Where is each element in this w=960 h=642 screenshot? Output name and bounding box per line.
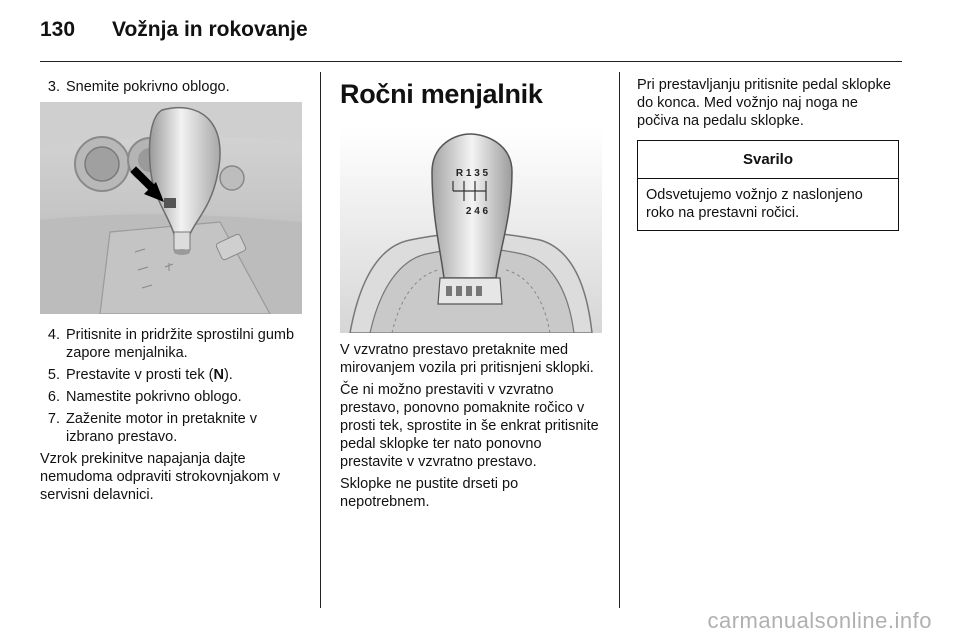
warning-box bbox=[637, 140, 899, 231]
watermark: carmanualsonline.info bbox=[707, 608, 932, 633]
step-item bbox=[40, 78, 305, 96]
section-heading: Ročni menjalnik bbox=[340, 79, 543, 109]
reverse-retry-paragraph: Če ni možno prestaviti v vzvratno prestavo, ponovno pomaknite ročico v prosti tek, sprostite in še enkrat pritisnite pedal sklopke ter nato ponovno prestavite v vzvratno prestavo. bbox=[340, 382, 599, 470]
step-number: 6. bbox=[47, 389, 60, 405]
step-number: 7. bbox=[47, 411, 60, 427]
header-rule bbox=[40, 61, 902, 62]
column-divider-2 bbox=[619, 72, 620, 608]
column-3 bbox=[637, 76, 901, 231]
step-text: Pritisnite in pridržite sprostilni gumb zapore menjalnika. bbox=[66, 327, 295, 361]
step-number: 4. bbox=[47, 327, 60, 343]
clutch-pedal-paragraph: Pri prestavljanju pritisnite pedal sklopke do konca. Med vožnjo naj noga ne počiva na pedalu sklopke. bbox=[637, 77, 891, 129]
step-item bbox=[40, 366, 305, 384]
column-1 bbox=[40, 78, 305, 504]
step-text bbox=[66, 366, 305, 384]
step-text: Namestite pokrivno oblogo. bbox=[66, 389, 242, 405]
column-divider-1 bbox=[320, 72, 321, 608]
service-paragraph: Vzrok prekinitve napajanja dajte nemudoma odpraviti strokovnjakom v servisni delavnici. bbox=[40, 451, 281, 503]
knob-bottom-labels: 2 4 6 bbox=[465, 206, 489, 217]
reverse-gear-paragraph: V vzvratno prestavo pretaknite med mirovanjem vozila pri pritisnjeni sklopki. bbox=[340, 342, 594, 376]
knob-top-labels: R 1 3 5 bbox=[455, 168, 489, 179]
step-text-before: Prestavite v prosti tek ( bbox=[66, 367, 214, 383]
step-number: 3. bbox=[47, 79, 60, 95]
page-header bbox=[40, 18, 308, 50]
clutch-slip-paragraph: Sklopke ne pustite drseti po nepotrebnem. bbox=[340, 476, 519, 510]
step-number: 5. bbox=[47, 367, 60, 383]
gear-knob-figure bbox=[340, 128, 602, 333]
neutral-gear-letter: N bbox=[213, 367, 224, 383]
step-item bbox=[40, 410, 305, 446]
step-item bbox=[40, 388, 305, 406]
steps-list-b bbox=[40, 326, 305, 446]
step-text: Snemite pokrivno oblogo. bbox=[66, 79, 230, 95]
step-text-after: ). bbox=[223, 367, 233, 383]
warning-title: Svarilo bbox=[638, 141, 898, 179]
page-title: Vožnja in rokovanje bbox=[112, 18, 308, 41]
step-text: Zaženite motor in pretaknite v izbrano prestavo. bbox=[66, 411, 258, 445]
column-2 bbox=[340, 78, 602, 511]
step-item bbox=[40, 326, 305, 362]
steps-list-a bbox=[40, 78, 305, 96]
page-number: 130 bbox=[40, 18, 76, 41]
warning-body: Odsvetujemo vožnjo z naslonjeno roko na prestavni ročici. bbox=[646, 187, 863, 221]
cover-removal-figure bbox=[40, 102, 302, 314]
